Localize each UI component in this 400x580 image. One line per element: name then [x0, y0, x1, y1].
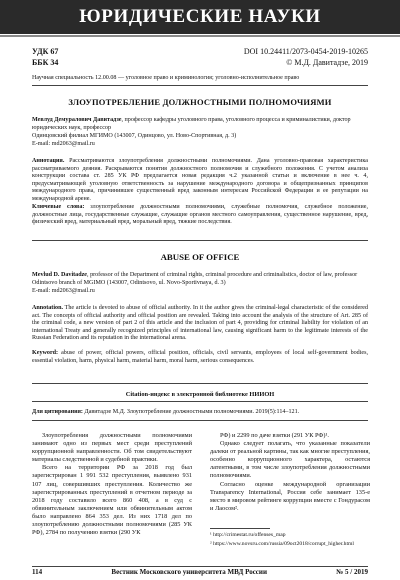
footnote: ¹ http://crimestat.ru/offenses_map	[210, 532, 286, 538]
article-title-ru: ЗЛОУПОТРЕБЛЕНИЕ ДОЛЖНОСТНЫМИ ПОЛНОМОЧИЯМИ	[68, 97, 332, 107]
footer-divider	[32, 566, 368, 567]
abstract-label-ru: Аннотация.	[32, 158, 65, 164]
body-paragraph: Однако следует полагать, что указанные показатели далеки от реальной картины, так как многие преступления, особенно коррупционного характера, остаются латентными, в том числе злоупотребления должностными полномочиями.	[210, 440, 370, 480]
section-divider	[32, 383, 368, 384]
citation-line	[32, 408, 368, 416]
body-paragraph: РФ) и 2299 по даче взятки (291 УК РФ)¹.	[220, 432, 329, 439]
abstract-en	[32, 305, 368, 343]
keywords-text-en: abuse of power, official powers, official position, officials, civil servants, employees of local self-government bodies, essential violation, harm, physical harm, material harm, moral harm, serious consequences.	[32, 350, 368, 364]
scientific-specialty: Научная специальность 12.00.08 — уголовное право и криминология; уголовно-исполнительное право	[32, 75, 300, 81]
body-column-right	[210, 432, 370, 513]
author-block-en	[32, 271, 368, 295]
citation-label: Для цитирования:	[32, 409, 83, 415]
keywords-ru	[32, 204, 368, 227]
author-email-ru: E-mail: md2063@mail.ru	[32, 141, 95, 147]
citation-text: Давитадзе М.Д. Злоупотребление должностными полномочиями. 2019(5):114–121.	[82, 409, 300, 415]
page-number: 114	[32, 568, 43, 576]
footnotes	[210, 531, 370, 549]
author-organization-ru: Одинцовский филиал МГИМО (143007, Одинцово, ул. Ново-Спортивная, д. 3)	[32, 133, 237, 139]
page-footer	[32, 568, 368, 576]
author-block-ru	[32, 116, 368, 148]
abstract-label-en: Annotation.	[32, 305, 63, 311]
journal-name: Вестник Московского университета МВД России	[111, 568, 267, 576]
identifiers-row	[32, 46, 368, 68]
header-divider	[0, 35, 400, 37]
keywords-label-en: Keyword:	[32, 350, 59, 356]
abstract-text-en: The article is devoted to abuse of official authority. In it the author gives the criminal-legal characteristic of the considered act. The concepts of official authority and official position are revealed. Taking into account the analysis of the structure of Art. 285 of the criminal code, a new version of part 2 of this article and the inclusion of part 4, providing for criminal liability for violation of an international Treaty and generally recognized principles of international law, causing significant harm to the legitimate interests of the Russian Federation and its reputation in the international arena.	[32, 305, 368, 342]
issue-number: № 5 / 2019	[336, 568, 368, 576]
author-email-en: E-mail: md2063@mail.ru	[32, 288, 95, 294]
journal-section-title: ЮРИДИЧЕСКИЕ НАУКИ	[79, 6, 321, 27]
article-title-en: ABUSE OF OFFICE	[160, 252, 240, 262]
keywords-en	[32, 350, 368, 365]
footnote-divider	[210, 528, 270, 529]
body-paragraph: Злоупотребления должностными полномочиями занимают одно из первых мест среди преступлений коррупционной направленности. Об том свидетельствуют материалы следственной и судебной практики.	[32, 432, 192, 464]
citation-index-heading: Citation-индекс в электронной библиотеке НИИОН	[125, 391, 275, 398]
author-affiliation-en: , professor of the Department of criminal rights, criminal procedure and criminalistics, doctor of law, professor	[87, 272, 358, 278]
journal-header	[0, 0, 400, 34]
body-paragraph: Всего на территории РФ за 2018 год был зарегистрирован 1 991 532 преступления, выявлено 931 107 лиц, совершивших преступления. Количество же зарегистрированных преступлений в отчетном периоде за 2018 году составило всего 860 408, а в суд с обвинительным заключением или обвинительным актом было направлено 864 353 дел. Из них 1718 дел по злоупотреблению должностными полномочиями (285 УК РФ), 2784 по получению взятки (290 УК	[32, 464, 192, 537]
abstract-ru	[32, 158, 368, 204]
section-divider	[32, 240, 368, 241]
keywords-text-ru: злоупотребление должностными полномочиями, служебные полномочия, служебное положение, должностные лица, государственные служащие, служащие органов местного самоуправления, существенное нарушение, вред, физический вред, материальный вред, моральный вред, тяжкие последствия.	[32, 204, 368, 226]
abstract-text-ru: Рассматриваются злоупотребления должностными полномочиями. Дана уголовно-правовая характеристика рассматриваемого деяния. Раскрываются понятия должностного полномочия и служебного положения. С учетом анализа конструкции состава ст. 285 УК РФ предлагается новая редакция ч.2 указанной статьи и включение в нее ч. 4, предусматривающей уголовную ответственность за нарушение международного договора и общепризнанных принципов международного права, причинившее существенный вред законным интересам Российской Федерации и ее репутации на международной арене.	[32, 158, 368, 202]
keywords-label-ru: Ключевые слова:	[32, 204, 85, 210]
bbk-code: ББК 34	[32, 58, 59, 67]
body-paragraph: Согласно оценке международной организации Transparency International, Россия себе занимает 135-е место в мировом рейтинге коррупции вместе с Гондурасом и Лаосом².	[210, 480, 370, 512]
doi: DOI 10.24411/2073-0454-2019-10265	[243, 47, 368, 56]
section-divider	[32, 401, 368, 402]
author-organization-en: Odintsovo branch of MGIMO (143007, Odintsovo, ul. Novo-Sportivnaya, d. 3)	[32, 280, 226, 286]
section-divider	[32, 85, 368, 86]
section-divider	[32, 420, 368, 421]
author-affiliation-ru: , профессор кафедры уголовного права, уголовного процесса и криминалистики, доктор юридических наук, профессор	[32, 117, 351, 131]
udk-code: УДК 67	[32, 47, 59, 56]
body-column-left	[32, 432, 192, 537]
author-name-en: Mevlud D. Davitadze	[32, 272, 88, 278]
author-name-ru: Мевлуд Демуралович Давитадзе	[32, 117, 122, 123]
copyright: © М.Д. Давитадзе, 2019	[286, 58, 368, 67]
footnote: ² https://www.novsru.com/russia/09oct2018/corrupt_higher.html	[210, 541, 354, 547]
